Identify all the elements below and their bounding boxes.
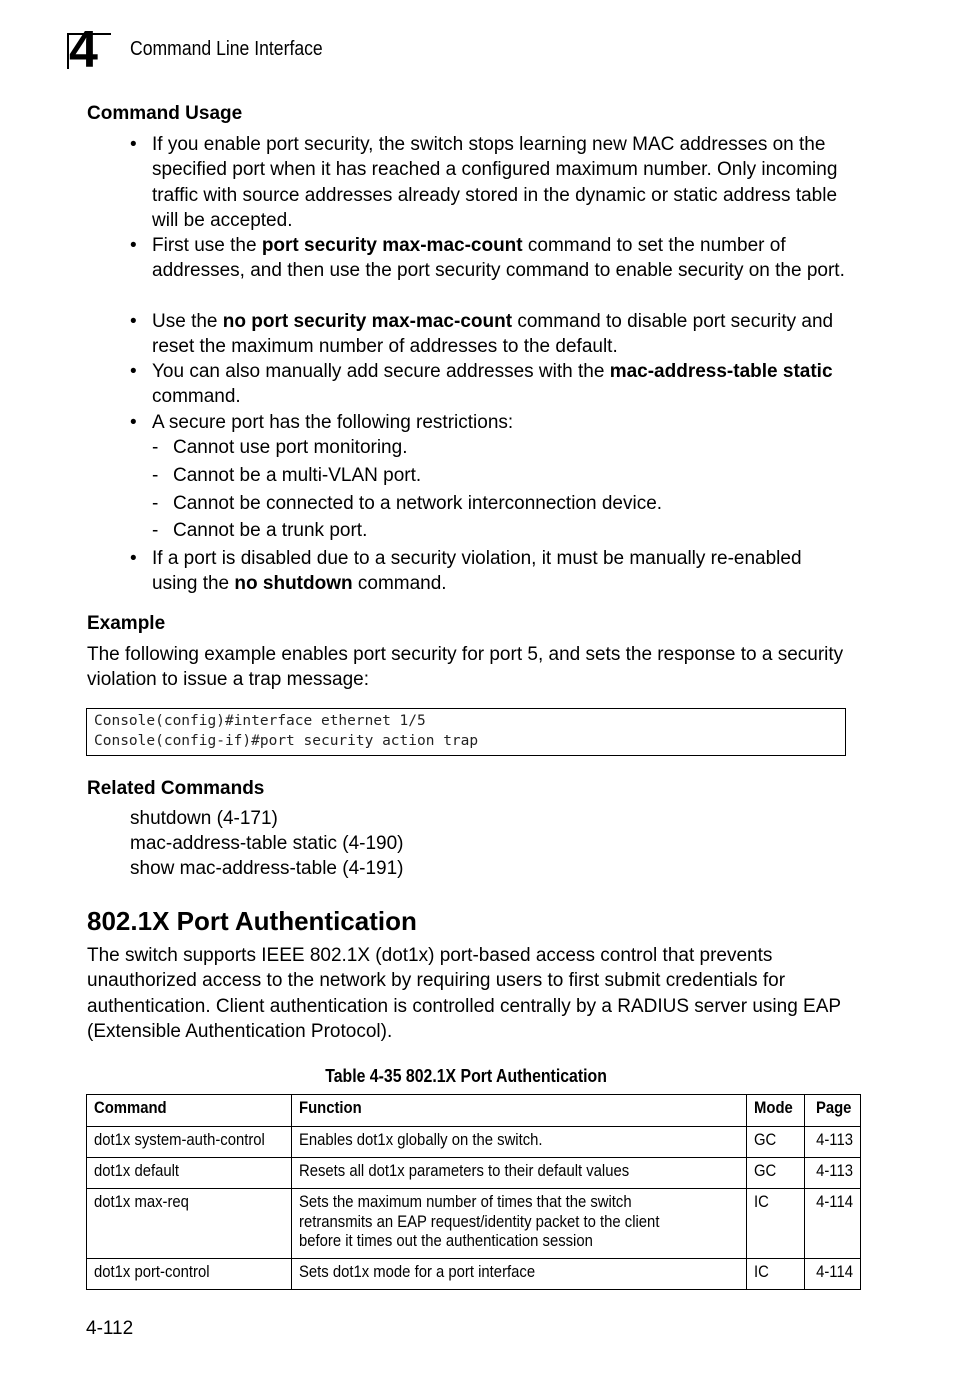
command-cell: dot1x system-auth-control xyxy=(87,1127,292,1158)
usage-bullet-5: A secure port has the following restrictions: xyxy=(152,412,514,433)
table-row xyxy=(87,1127,861,1158)
column-header: Page xyxy=(804,1095,860,1127)
command-cell: dot1x port-control xyxy=(87,1259,292,1290)
usage-bullet-1: If you enable port security, the switch stops learning new MAC addresses on the specified port when it has reached a configured maximum number. Only incoming traffic with source addresses already stored in the dynamic or static address table will be accepted. xyxy=(152,134,838,231)
bullet-marker: • xyxy=(130,361,137,382)
bullet-marker: • xyxy=(130,311,137,332)
mode-cell: GC xyxy=(746,1127,804,1158)
dash-marker: - xyxy=(152,465,159,486)
mode-cell: IC xyxy=(746,1189,804,1259)
code-line: Console(config)#interface ethernet 1/5 xyxy=(94,713,426,729)
table-row xyxy=(87,1259,861,1290)
restriction-item: Cannot be a multi-VLAN port. xyxy=(173,465,422,486)
function-cell: Sets dot1x mode for a port interface xyxy=(291,1259,746,1290)
usage-bullet-4: You can also manually add secure addresses with the mac-address-table static command. xyxy=(152,361,833,408)
table-header-row xyxy=(87,1095,861,1127)
chapter-number: 4 xyxy=(69,21,96,79)
page-cell: 4-113 xyxy=(804,1127,860,1158)
restriction-item: Cannot be a trunk port. xyxy=(173,520,368,541)
related-command-link[interactable]: shutdown (4-171) xyxy=(130,808,278,829)
usage-bullet-2: First use the port security max-mac-count command to set the number of addresses, and then use the port security command to enable security on the port. xyxy=(152,235,845,282)
page-number: 4-112 xyxy=(86,1318,134,1339)
bullet-marker: • xyxy=(130,548,137,569)
column-header: Mode xyxy=(746,1095,804,1127)
column-header: Command xyxy=(87,1095,292,1127)
bullet-marker: • xyxy=(130,235,137,256)
restriction-item: Cannot use port monitoring. xyxy=(173,437,408,458)
code-line: Console(config-if)#port security action trap xyxy=(94,733,479,749)
table-row xyxy=(87,1189,861,1259)
related-commands-heading: Related Commands xyxy=(87,778,265,799)
mode-cell: IC xyxy=(746,1259,804,1290)
page-cell: 4-114 xyxy=(804,1259,860,1290)
code-example-box xyxy=(86,708,846,756)
usage-bullet-3: Use the no port security max-mac-count command to disable port security and reset the maximum number of addresses to the default. xyxy=(152,311,834,358)
dash-marker: - xyxy=(152,493,159,514)
command-table xyxy=(86,1094,861,1290)
section-intro: The switch supports IEEE 802.1X (dot1x) port-based access control that prevents unauthorized access to the network by requiring users to first submit credentials for authentication. Client authentication is controlled centrally by a RADIUS server using EAP (Extensible Authentication Protocol). xyxy=(87,945,841,1042)
mode-cell: GC xyxy=(746,1158,804,1189)
column-header: Function xyxy=(291,1095,746,1127)
function-cell: Enables dot1x globally on the switch. xyxy=(291,1127,746,1158)
function-cell: Resets all dot1x parameters to their default values xyxy=(291,1158,746,1189)
section-title: 802.1X Port Authentication xyxy=(87,906,417,936)
dash-marker: - xyxy=(152,437,159,458)
running-header-title: Command Line Interface xyxy=(130,38,323,60)
page-cell: 4-113 xyxy=(804,1158,860,1189)
function-cell: Sets the maximum number of times that the switch retransmits an EAP request/identity packet to the client before it times out the authentication session xyxy=(291,1189,746,1259)
command-cell: dot1x max-req xyxy=(87,1189,292,1259)
example-heading: Example xyxy=(87,613,166,634)
bullet-marker: • xyxy=(130,412,137,433)
related-command-link[interactable]: show mac-address-table (4-191) xyxy=(130,858,404,879)
bullet-marker: • xyxy=(130,134,137,155)
usage-bullet-6: If a port is disabled due to a security violation, it must be manually re-enabled using the no shutdown command. xyxy=(152,548,802,595)
command-usage-heading: Command Usage xyxy=(87,103,243,124)
dash-marker: - xyxy=(152,520,159,541)
table-row xyxy=(87,1158,861,1189)
page-cell: 4-114 xyxy=(804,1189,860,1259)
command-cell: dot1x default xyxy=(87,1158,292,1189)
related-command-link[interactable]: mac-address-table static (4-190) xyxy=(130,833,404,854)
restriction-item: Cannot be connected to a network interconnection device. xyxy=(173,493,663,514)
example-description: The following example enables port security for port 5, and sets the response to a security violation to issue a trap message: xyxy=(87,644,844,691)
table-caption: Table 4-35 802.1X Port Authentication xyxy=(325,1066,607,1086)
